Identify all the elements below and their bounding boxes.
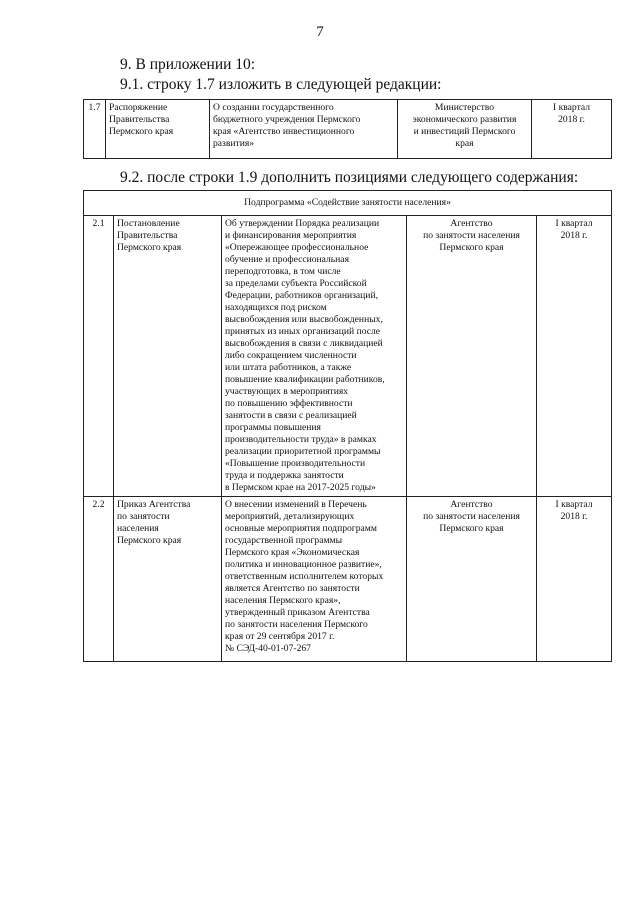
subsection-heading-9-1: 9.1. строку 1.7 изложить в следующей редакции:: [120, 76, 442, 93]
deadline: I квартал 2018 г.: [537, 216, 612, 497]
document-type: Постановление Правительства Пермского края: [114, 216, 222, 497]
amendment-table-1-7: [83, 99, 612, 159]
subprogram-title: Подпрограмма «Содействие занятости населения»: [84, 191, 612, 216]
document-type: Приказ Агентства по занятости населения Пермского края: [114, 497, 222, 662]
amendment-table-additions: [83, 190, 612, 662]
row-number: 2.2: [84, 497, 114, 662]
section-heading: 9. В приложении 10:: [120, 56, 256, 73]
deadline: I квартал 2018 г.: [532, 100, 612, 159]
table-row: [84, 497, 612, 662]
row-number: 2.1: [84, 216, 114, 497]
executor: Агентство по занятости населения Пермского края: [407, 497, 537, 662]
deadline: I квартал 2018 г.: [537, 497, 612, 662]
page-number: 7: [316, 24, 324, 40]
subsection-heading-9-2: 9.2. после строки 1.9 дополнить позициями следующего содержания:: [120, 169, 579, 186]
measure-name: О внесении изменений в Перечень мероприятий, детализирующих основные мероприятия подпрограмм государственной программы Пермского края «Экономическая политика и инновационное развитие», ответственным исполнителем которых является Агентство по занятости населения Пермского края», утвержденный приказом Агентства по занятости населения Пермского края от 29 сентября 2017 г. № СЭД-40-01-07-267: [222, 497, 407, 662]
measure-name: Об утверждении Порядка реализации и финансирования мероприятия «Опережающее профессиональное обучение и профессиональная переподготовка, в том числе за пределами субъекта Российской Федерации, работников организаций, находящихся под риском высвобождения или высвобожденных, принятых из иных организаций после высвобождения в связи с ликвидацией либо сокращением численности или штата работников, а также повышение квалификации работников, участвующих в мероприятиях по повышению эффективности занятости в связи с реализацией программы повышения производительности труда» в рамках реализации приоритетной программы «Повышение производительности труда и поддержка занятости в Пермском крае на 2017-2025 годы»: [222, 216, 407, 497]
table-row: [84, 216, 612, 497]
executor: Агентство по занятости населения Пермского края: [407, 216, 537, 497]
executor: Министерство экономического развития и инвестиций Пермского края: [398, 100, 532, 159]
table-row: [84, 100, 612, 159]
measure-name: О создании государственного бюджетного учреждения Пермского края «Агентство инвестиционного развития»: [210, 100, 398, 159]
document-type: Распоряжение Правительства Пермского края: [106, 100, 210, 159]
row-number: 1.7: [84, 100, 106, 159]
table-section-header: [84, 191, 612, 216]
